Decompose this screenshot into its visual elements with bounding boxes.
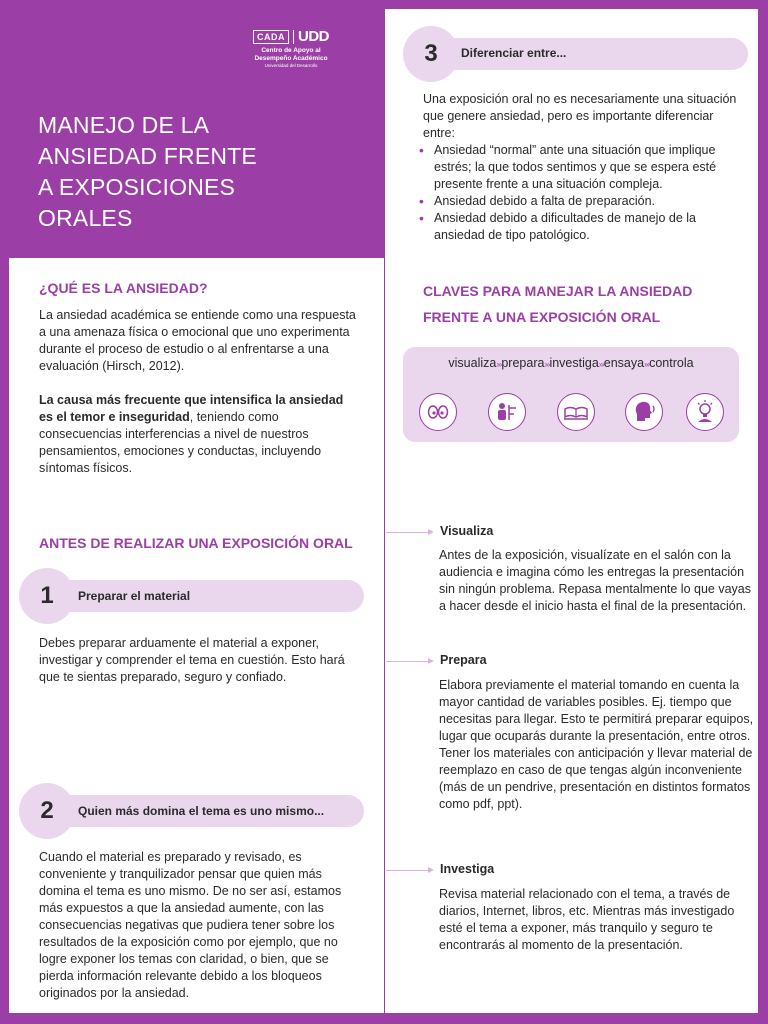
- key-word-prepara: prepara: [501, 356, 545, 370]
- step-1-number: 1: [19, 568, 75, 624]
- step-2-text: Cuando el material es preparado y revisado, es conveniente y tranquilizador pensar que quien más domina el tema es uno mismo. De no ser así, estamos más expuestos a que la ansiedad aumente, con las consecuencias negativas que pudiera tener sobre los resultados de la exposición como por ejemplo, que no logre exponer los temas con claridad, o bien, que se pierda información relevante debido a los bloqueos originados por la ansiedad.: [39, 850, 342, 1000]
- investiga-text: Revisa material relacionado con el tema, a través de diarios, Internet, libros, etc. Mientras más investigado esté el tema a exponer, más tranquilo y seguro te encontrarás al momento de la presentación.: [439, 887, 735, 952]
- speaking-head-icon: [625, 393, 663, 431]
- cada-udd-logo: [246, 28, 336, 68]
- claves-heading-line: CLAVES PARA MANEJAR LA ANSIEDAD: [423, 283, 693, 299]
- claves-heading-line: FRENTE A UNA EXPOSICIÓN ORAL: [423, 309, 661, 325]
- causa-rest: , teniendo como consecuencias interferencias a nivel de nuestros pensamientos, emociones y conductas, incluyendo síntomas físicos.: [39, 410, 322, 475]
- que-es-paragraph: La ansiedad académica se entiende como una respuesta a una amenaza física o emocional que uno experimenta durante el proceso de estudio o al enfrentarse a una evaluación (Hirsch, 2012).: [39, 308, 356, 373]
- connector-line: [386, 661, 432, 662]
- causa-bold: La causa más frecuente que intensifica la ansiedad es el temor e inseguridad: [39, 393, 344, 424]
- step-2-number: 2: [19, 783, 75, 839]
- logo-line1: Centro de Apoyo al: [261, 47, 321, 54]
- title-line: ANSIEDAD FRENTE: [38, 143, 257, 169]
- step-3-bullet-list: [419, 142, 742, 244]
- key-word-ensaya: ensaya: [603, 356, 645, 370]
- step-3-number: 3: [403, 26, 459, 82]
- keys-box: [403, 347, 739, 442]
- key-arrow: ›››: [544, 360, 550, 369]
- header-band: [0, 0, 384, 258]
- que-es-heading: ¿QUÉ ES LA ANSIEDAD?: [39, 280, 208, 296]
- connector-line: [386, 870, 432, 871]
- antes-heading: ANTES DE REALIZAR UNA EXPOSICIÓN ORAL: [39, 535, 353, 551]
- key-arrow: ›››: [644, 360, 650, 369]
- open-book-icon: [557, 393, 595, 431]
- key-arrow: ›››: [496, 360, 502, 369]
- logo-divider: [293, 30, 294, 44]
- presenter-icon: [488, 393, 526, 431]
- logo-udd: UDD: [298, 28, 329, 45]
- keys-sequence: [403, 356, 739, 370]
- title-line: MANEJO DE LA: [38, 112, 210, 138]
- step-3-intro: Una exposición oral no es necesariamente una situación que genere ansiedad, pero es importante diferenciar entre:: [423, 92, 737, 140]
- step-1-text: Debes preparar arduamente el material a exponer, investigar y comprender el tema en cuestión. Esto hará que te sientas preparado, seguro y confiado.: [39, 636, 345, 684]
- bullet-item: • Ansiedad debido a falta de preparación.: [419, 193, 742, 210]
- logo-line3: Universidad del Desarrollo: [264, 63, 318, 68]
- bullet-item: • Ansiedad “normal” ante una situación que implique estrés; la que todos sentimos y que se espera esté presente frente a una situación compleja.: [419, 142, 742, 193]
- visualiza-title: Visualiza: [440, 524, 494, 538]
- step-1-label: Preparar el material: [78, 589, 191, 603]
- visualiza-text: Antes de la exposición, visualízate en el salón con la audiencia e imagina cómo les entregas la presentación sin ningún problema. Repasa mentalmente lo que vayas a hacer desde el inicio hasta el final de la presentación.: [439, 548, 751, 613]
- eyes-icon: [419, 393, 457, 431]
- key-word-controla: controla: [649, 356, 694, 370]
- lightbulb-person-icon: [686, 393, 724, 431]
- logo-line2: Desempeño Académico: [254, 54, 328, 62]
- bullet-item: • Ansiedad debido a dificultades de manejo de la ansiedad de tipo patológico.: [419, 210, 742, 244]
- logo-cada: CADA: [253, 30, 289, 44]
- page-title: [38, 110, 358, 234]
- step-2-label: Quien más domina el tema es uno mismo...: [78, 804, 325, 818]
- claves-heading: [423, 278, 692, 330]
- key-word-investiga: investiga: [549, 356, 599, 370]
- connector-line: [386, 532, 432, 533]
- prepara-text: Elabora previamente el material tomando en cuenta la mayor cantidad de variables posibles. Ej. tiempo que necesitas para llegar. Esto te permitirá preparar equipos, lugar que ocuparás durante la presentación, entre otros. Tener los materiales con anticipación y llevar material de reemplazo en caso de que tengas algún inconveniente (más de un pendrive, presentación en distintos formatos como pdf, ppt).: [439, 678, 754, 811]
- investiga-title: Investiga: [440, 862, 495, 876]
- key-arrow: ›››: [598, 360, 604, 369]
- prepara-title: Prepara: [440, 653, 487, 667]
- step-3-label: Diferenciar entre...: [461, 46, 567, 60]
- title-line: A EXPOSICIONES: [38, 174, 236, 200]
- title-line: ORALES: [38, 205, 133, 231]
- causa-paragraph: [39, 392, 359, 477]
- key-word-visualiza: visualiza: [448, 356, 497, 370]
